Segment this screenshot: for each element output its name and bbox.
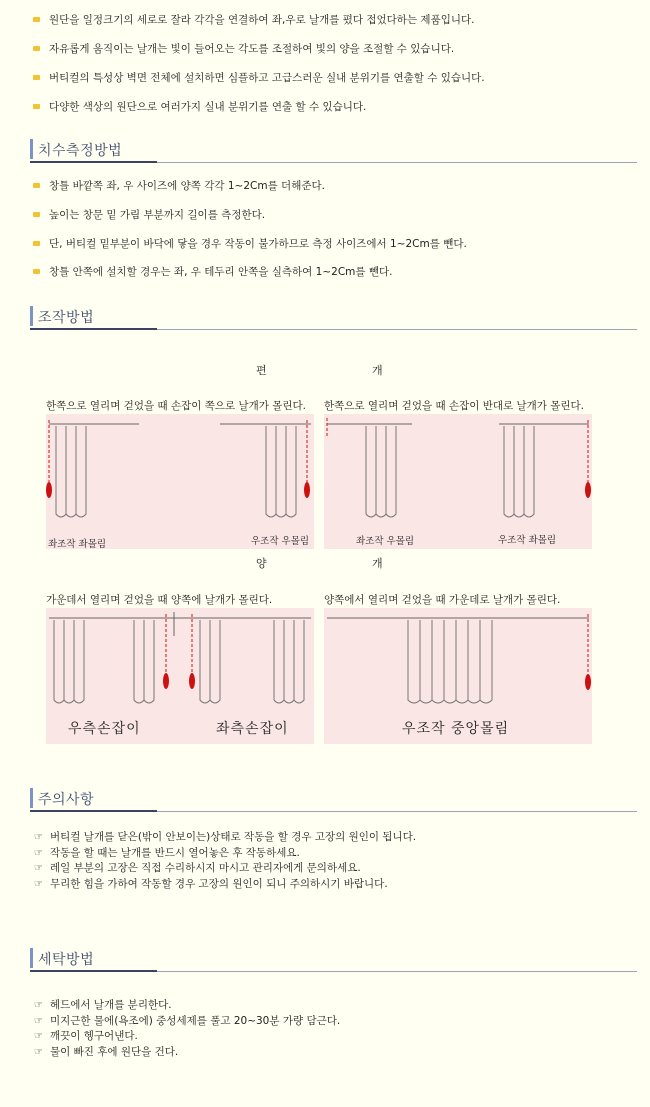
- double-caption-right: 양쪽에서 열리며 걷었을 때 가운데로 날개가 몰린다.: [324, 594, 561, 606]
- bullet-icon: [33, 46, 40, 51]
- list-item: ☞ 헤드에서 날개를 분리한다.: [34, 998, 340, 1014]
- section-title: 치수측정방법: [38, 143, 123, 159]
- diagram-label: 우측손잡이: [68, 721, 141, 737]
- list-item: ☞ 버티컬 날개를 닫은(밖이 안보이는)상태로 작동을 할 경우 고장의 원인이 됩니다.: [34, 830, 416, 846]
- list-item: 창틀 안쪽에 설치할 경우는 좌, 우 테두리 안쪽을 실측하여 1~2Cm를 뺀다.: [33, 264, 393, 279]
- list-item: ☞ 작동을 할 때는 날개를 반드시 열어놓은 후 작동하세요.: [34, 846, 416, 862]
- pointing-hand-icon: ☞: [34, 847, 43, 859]
- single-caption-left: 한쪽으로 열리며 걷었을 때 손잡이 쪽으로 날개가 몰린다.: [46, 400, 306, 412]
- bullet-icon: [33, 212, 40, 217]
- pointing-hand-icon: ☞: [34, 832, 43, 843]
- diagram-single-right: [324, 414, 592, 549]
- list-item: 버티컬의 특성상 벽면 전체에 설치하면 심플하고 고급스러운 실내 분위기를 연출할 수 있습니다.: [33, 70, 485, 85]
- caution-list: [34, 830, 416, 892]
- list-item: 자유롭게 움직이는 날개는 빛이 들어오는 각도를 조절하여 빛의 양을 조절할 수 있습니다.: [33, 41, 454, 56]
- list-item: ☞ 미지근한 물에(욕조에) 중성세제를 풀고 20~30분 가량 담근다.: [34, 1014, 340, 1030]
- double-open-char1: 양: [256, 557, 267, 570]
- diagram-single-left: [46, 414, 314, 549]
- list-item: 단, 버티컬 밑부분이 바닥에 닿을 경우 작동이 불가하므로 측정 사이즈에서 1~2Cm를 뺀다.: [33, 236, 467, 251]
- list-item: ☞ 무리한 힘을 가하여 작동할 경우 고장의 원인이 되니 주의하시기 바랍니다.: [34, 877, 416, 893]
- bullet-icon: [33, 104, 40, 109]
- single-caption-right: 한쪽으로 열리며 걷었을 때 손잡이 반대로 날개가 몰린다.: [324, 400, 584, 412]
- list-item: 원단을 일정크기의 세로로 잘라 각각을 연결하여 좌,우로 날개를 폈다 접었다하는 제품입니다.: [33, 12, 474, 27]
- diagram-label: 우조작 우몰림: [251, 536, 310, 547]
- bullet-icon: [33, 183, 40, 188]
- bullet-icon: [33, 17, 40, 22]
- list-item: 높이는 창문 밑 가림 부분까지 길이를 측정한다.: [33, 207, 265, 222]
- bullet-icon: [33, 241, 40, 246]
- section-bar: [30, 139, 33, 159]
- double-open-char2: 개: [372, 557, 383, 570]
- pointing-hand-icon: ☞: [34, 1000, 43, 1011]
- pointing-hand-icon: ☞: [34, 1046, 43, 1058]
- single-open-char2: 개: [372, 364, 383, 377]
- section-bar: [30, 788, 33, 808]
- section-title: 세탁방법: [38, 952, 95, 968]
- diagram-label: 우조작 중앙몰림: [402, 721, 510, 737]
- section-measure-header: [30, 137, 637, 163]
- diagram-label: 좌측손잡이: [216, 721, 289, 737]
- list-item: 다양한 색상의 원단으로 여러가지 실내 분위기를 연출 할 수 있습니다.: [33, 99, 366, 114]
- pointing-hand-icon: ☞: [34, 1015, 43, 1027]
- list-item: 창틀 바깥쪽 좌, 우 사이즈에 양쪽 각각 1~2Cm를 더해준다.: [33, 178, 325, 193]
- pointing-hand-icon: ☞: [34, 863, 43, 874]
- pointing-hand-icon: ☞: [34, 878, 43, 890]
- diagram-double-left: [46, 608, 314, 744]
- blind-diagram: [324, 414, 592, 549]
- pointing-hand-icon: ☞: [34, 1031, 43, 1042]
- list-item: ☞ 레일 부분의 고장은 직접 수리하시지 마시고 관리자에게 문의하세요.: [34, 861, 416, 877]
- list-item: ☞ 물이 빠진 후에 원단을 건다.: [34, 1045, 340, 1061]
- diagram-label: 우조작 좌몰림: [498, 535, 557, 546]
- section-caution-header: [30, 786, 637, 812]
- diagram-label: 좌조작 좌몰림: [48, 539, 107, 549]
- section-wash-header: [30, 946, 637, 972]
- bullet-icon: [33, 269, 40, 274]
- section-operate-header: [30, 304, 637, 330]
- single-open-char1: 편: [256, 364, 267, 377]
- list-item: ☞ 깨끗이 헹구어낸다.: [34, 1029, 340, 1045]
- wash-list: [34, 998, 340, 1060]
- double-caption-left: 가운데서 열리며 걷었을 때 양쪽에 날개가 몰린다.: [46, 594, 273, 606]
- diagram-double-right: [324, 608, 592, 744]
- section-title: 조작방법: [38, 310, 95, 326]
- section-bar: [30, 948, 33, 968]
- diagram-label: 좌조작 우몰림: [356, 536, 415, 547]
- bullet-icon: [33, 75, 40, 80]
- blind-diagram: [46, 414, 314, 549]
- section-bar: [30, 306, 33, 326]
- section-title: 주의사항: [38, 792, 95, 808]
